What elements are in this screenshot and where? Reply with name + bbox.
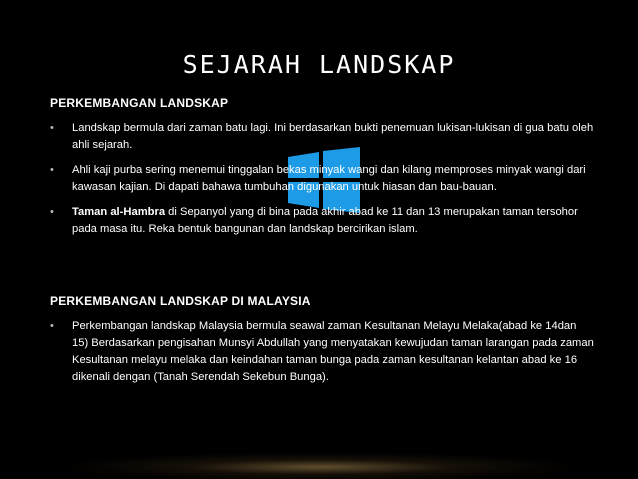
list-item xyxy=(50,162,595,196)
section-heading-malaysia: PERKEMBANGAN LANDSKAP DI MALAYSIA xyxy=(50,294,311,308)
slide-title: SEJARAH LANDSKAP xyxy=(182,50,456,79)
bullet-marker: • xyxy=(50,164,54,176)
list-item-text: Landskap bermula dari zaman batu lagi. Ini berdasarkan bukti penemuan lukisan-lukisan di gua batu oleh ahli sejarah. xyxy=(72,122,594,151)
list-item-text: Perkembangan landskap Malaysia bermula seawal zaman Kesultanan Melayu Melaka(abad ke 14dan 15) Berdasarkan pengisahan Munsyi Abdullah yang menyatakan kewujudan taman larangan pada zaman Kesultanan melayu melaka dan keindahan taman bunga pada zaman kesultanan kelantan abad ke 16 dikenali dengan (Tanah Serendah Sekebun Bunga). xyxy=(72,320,594,383)
section-heading-landskap: PERKEMBANGAN LANDSKAP xyxy=(50,96,229,110)
bullet-marker: • xyxy=(50,206,54,218)
list-item-text: di Sepanyol yang di bina pada akhir abad ke 11 dan 13 merupakan taman tersohor pada masa itu. Reka bentuk bangunan dan landskap bercirikan islam. xyxy=(72,206,578,235)
bullet-marker: • xyxy=(50,122,54,134)
bullet-list-malaysia xyxy=(50,318,595,394)
bottom-glow-decoration xyxy=(60,452,580,479)
list-item-text: Ahli kaji purba sering menemui tinggalan bekas minyak wangi dan kilang memproses minyak wangi dari kawasan kajian. Di dapati bahawa tumbuhan digunakan untuk hiasan dan bau-bauan. xyxy=(72,164,586,193)
bullet-list-landskap xyxy=(50,120,595,246)
list-item xyxy=(50,318,595,386)
bullet-marker: • xyxy=(50,320,54,332)
list-item xyxy=(50,120,595,154)
list-item-bold-text: Taman al-Hambra xyxy=(72,206,166,218)
list-item xyxy=(50,204,595,238)
